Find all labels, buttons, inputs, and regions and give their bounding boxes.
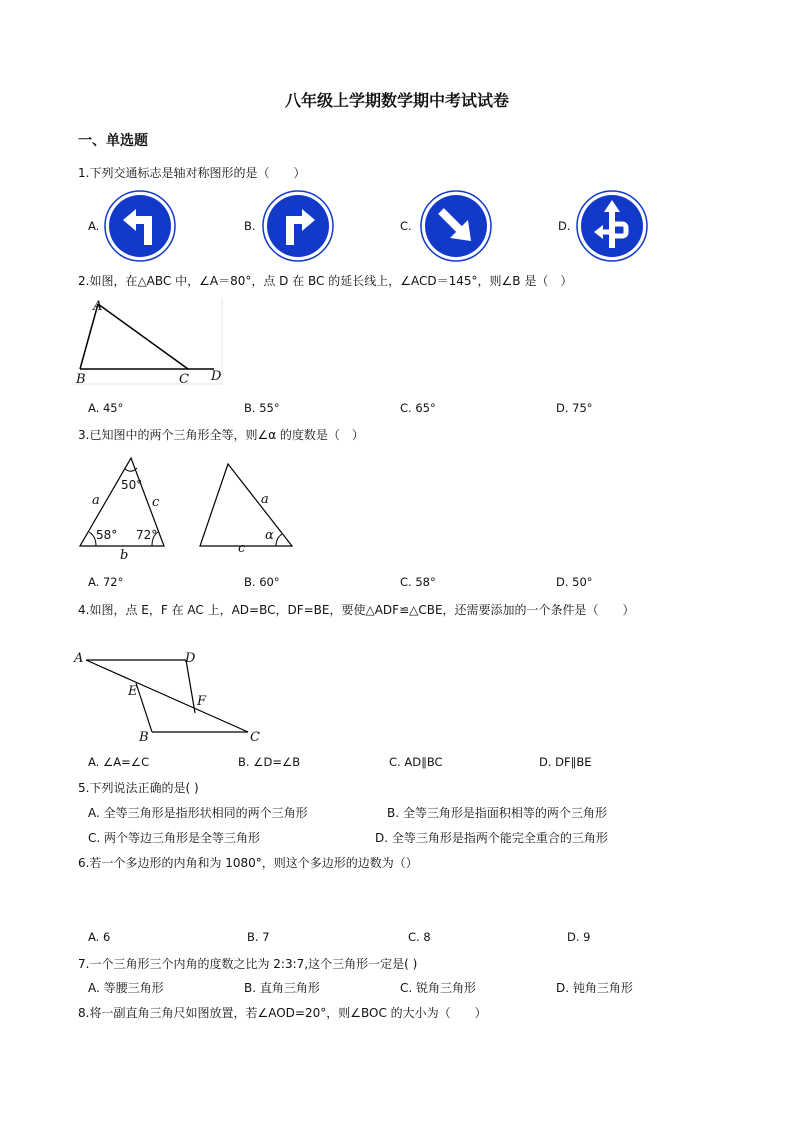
- q4-label-f: F: [197, 694, 207, 709]
- question-6-option-d[interactable]: D. 9: [567, 930, 591, 944]
- question-4-figure: [72, 648, 272, 748]
- q2-label-b: B: [76, 372, 86, 387]
- section-heading: 一、单选题: [78, 133, 148, 149]
- question-4-option-c[interactable]: C. AD∥BC: [389, 755, 443, 769]
- q4-label-e: E: [128, 684, 138, 699]
- q4-label-d: D: [185, 651, 196, 666]
- question-5-option-b[interactable]: B. 全等三角形是指面积相等的两个三角形: [387, 806, 607, 820]
- q3-side-c1: c: [152, 495, 160, 510]
- turn-left-sign-icon: [104, 190, 176, 262]
- question-5-option-d[interactable]: D. 全等三角形是指两个能完全重合的三角形: [375, 831, 608, 845]
- straight-or-left-sign-icon: [576, 190, 648, 262]
- question-1-option-b[interactable]: B.: [244, 219, 256, 233]
- q3-side-a2: a: [261, 492, 269, 507]
- question-3-option-b[interactable]: B. 60°: [244, 575, 280, 589]
- q4-label-c: C: [250, 730, 260, 745]
- question-2-stem: 2.如图，在△ABC 中，∠A＝80°，点 D 在 BC 的延长线上，∠ACD＝145°，则∠B 是（ ）: [78, 274, 573, 288]
- q2-label-d: D: [211, 369, 222, 384]
- question-2-option-b[interactable]: B. 55°: [244, 401, 280, 415]
- question-8-stem: 8.将一副直角三角尺如图放置，若∠AOD=20°，则∠BOC 的大小为（ ）: [78, 1006, 487, 1020]
- question-7-option-a[interactable]: A. 等腰三角形: [88, 981, 164, 995]
- question-7-option-d[interactable]: D. 钝角三角形: [556, 981, 633, 995]
- question-3-option-d[interactable]: D. 50°: [556, 575, 593, 589]
- question-2-option-d[interactable]: D. 75°: [556, 401, 593, 415]
- question-7-option-b[interactable]: B. 直角三角形: [244, 981, 320, 995]
- q3-angle-left: 58°: [96, 528, 118, 542]
- question-3-stem: 3.已知图中的两个三角形全等，则∠α 的度数是（ ）: [78, 428, 364, 442]
- q3-side-c2: c: [238, 541, 246, 556]
- question-7-option-c[interactable]: C. 锐角三角形: [400, 981, 477, 995]
- question-1-option-a[interactable]: A.: [88, 219, 100, 233]
- question-4-stem: 4.如图，点 E，F 在 AC 上，AD=BC，DF=BE，要使△ADF≌△CBE，还需要添加的一个条件是（ ）: [78, 603, 635, 617]
- exam-title: 八年级上学期数学期中考试试卷: [284, 91, 509, 110]
- question-6-stem: 6.若一个多边形的内角和为 1080°，则这个多边形的边数为（）: [78, 856, 418, 870]
- q3-side-a1: a: [92, 493, 100, 508]
- q3-angle-alpha: α: [265, 528, 274, 543]
- q2-label-a: A: [93, 299, 103, 314]
- question-5-option-c[interactable]: C. 两个等边三角形是全等三角形: [88, 831, 261, 845]
- q4-label-b: B: [139, 730, 149, 745]
- question-5-option-a[interactable]: A. 全等三角形是指形状相同的两个三角形: [88, 806, 308, 820]
- question-1-stem: 1.下列交通标志是轴对称图形的是（ ）: [78, 166, 306, 180]
- question-3-option-c[interactable]: C. 58°: [400, 575, 436, 589]
- q3-angle-top: 50°: [121, 478, 143, 492]
- diagonal-down-right-sign-icon: [420, 190, 492, 262]
- question-3-option-a[interactable]: A. 72°: [88, 575, 124, 589]
- q3-side-b1: b: [120, 548, 129, 563]
- q4-label-a: A: [74, 651, 84, 666]
- question-4-option-d[interactable]: D. DF∥BE: [539, 755, 592, 769]
- question-1-option-d[interactable]: D.: [558, 219, 571, 233]
- question-4-option-b[interactable]: B. ∠D=∠B: [238, 755, 301, 769]
- turn-right-sign-icon: [262, 190, 334, 262]
- q3-angle-right: 72°: [136, 528, 158, 542]
- q2-label-c: C: [179, 372, 189, 387]
- question-4-option-a[interactable]: A. ∠A=∠C: [88, 755, 150, 769]
- question-2-option-a[interactable]: A. 45°: [88, 401, 124, 415]
- question-2-option-c[interactable]: C. 65°: [400, 401, 436, 415]
- question-6-option-b[interactable]: B. 7: [247, 930, 270, 944]
- question-6-option-a[interactable]: A. 6: [88, 930, 111, 944]
- question-7-stem: 7.一个三角形三个内角的度数之比为 2:3:7,这个三角形一定是( ): [78, 957, 418, 971]
- question-6-option-c[interactable]: C. 8: [408, 930, 431, 944]
- question-1-option-c[interactable]: C.: [400, 219, 412, 233]
- question-5-stem: 5.下列说法正确的是( ): [78, 781, 199, 795]
